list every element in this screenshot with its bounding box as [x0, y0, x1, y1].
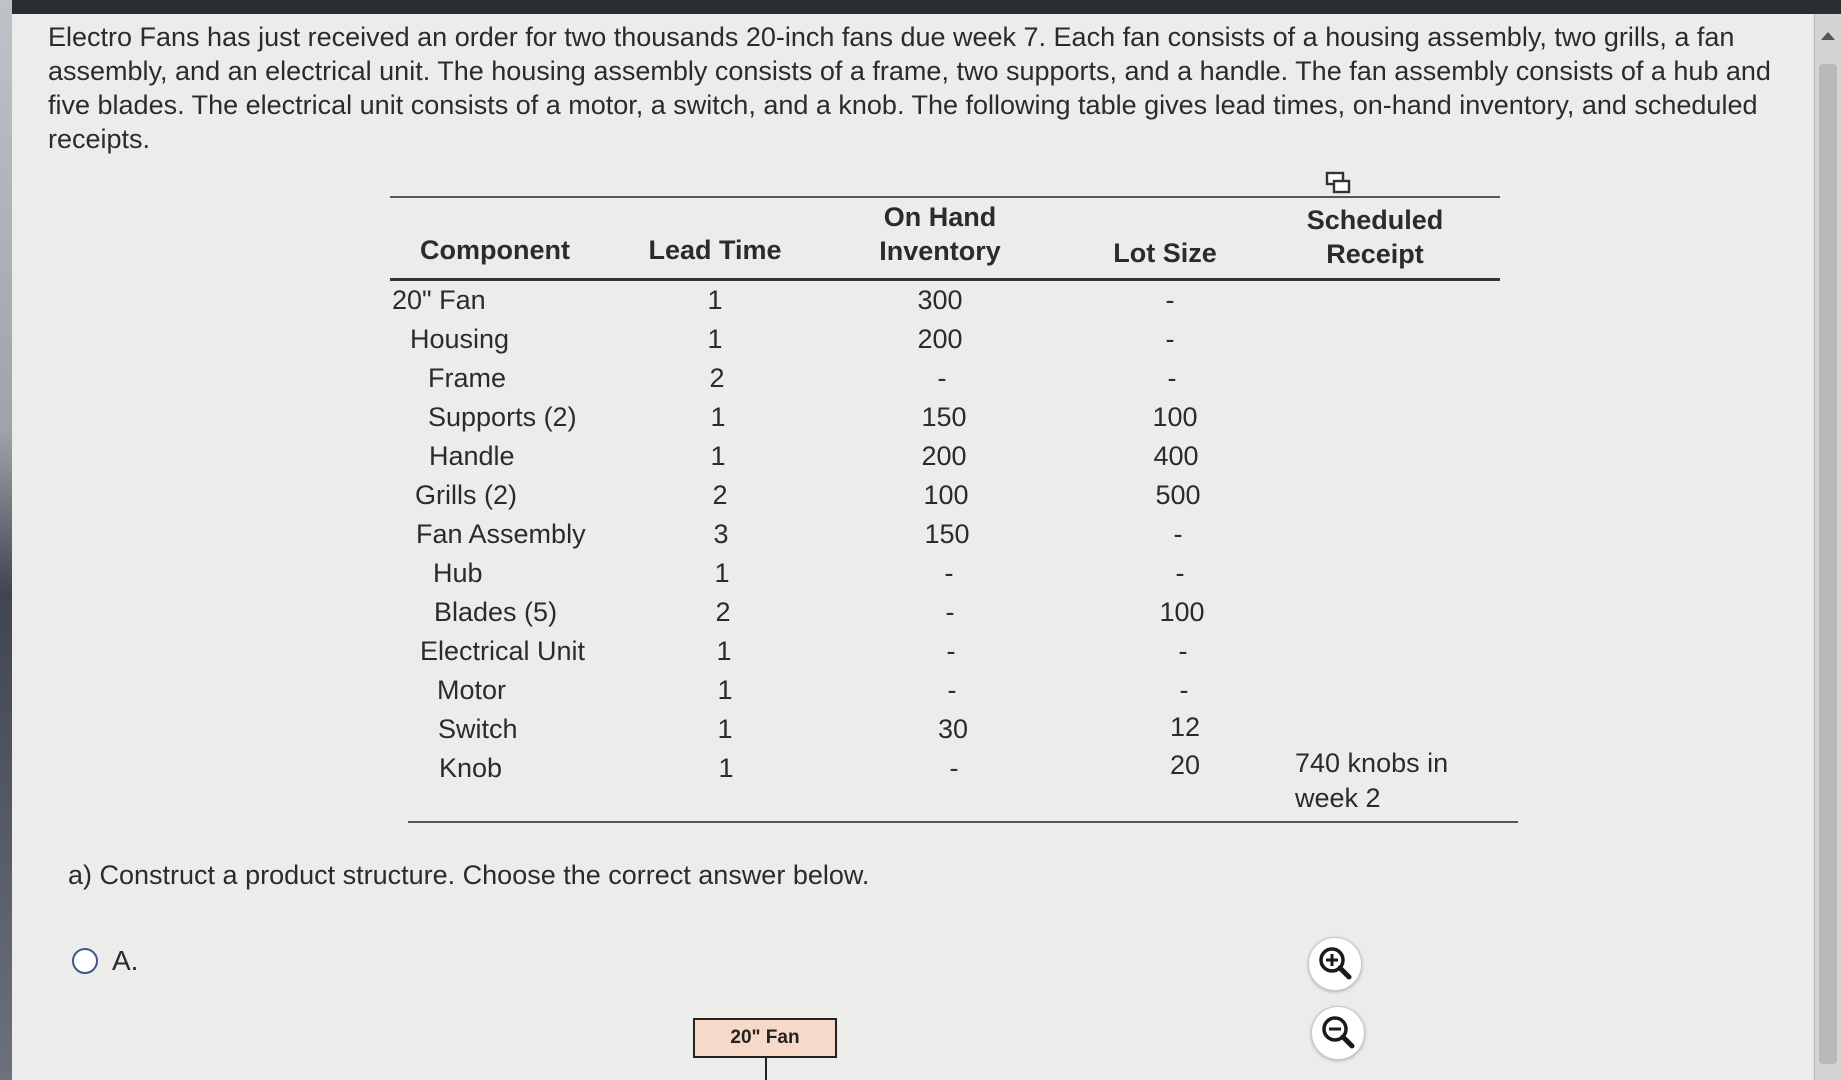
row-lead-time: 1 — [718, 753, 734, 783]
table-top-rule — [390, 196, 1500, 198]
row-scheduled: 740 knobs in — [1295, 748, 1449, 778]
row-lot-size: 100 — [1159, 597, 1205, 627]
row-component: Supports (2) — [428, 402, 577, 432]
row-component: Motor — [437, 675, 507, 705]
row-on-hand: 150 — [924, 519, 970, 549]
zoom-in-icon — [1309, 938, 1361, 990]
row-component: 20" Fan — [392, 285, 486, 315]
row-lead-time: 1 — [710, 402, 726, 432]
scroll-up-icon[interactable] — [1821, 32, 1835, 40]
row-component: Switch — [438, 714, 518, 744]
copy-icon[interactable] — [1325, 171, 1351, 195]
row-lot-size: - — [1167, 363, 1177, 393]
row-on-hand: 30 — [937, 714, 969, 744]
row-lead-time: 1 — [707, 285, 723, 315]
diagram-connector — [765, 1058, 767, 1080]
row-lot-size: 12 — [1169, 712, 1201, 742]
row-lot-size: - — [1165, 324, 1175, 354]
row-on-hand: - — [947, 675, 957, 705]
row-lot-size: - — [1175, 558, 1185, 588]
option-a-label: A. — [112, 945, 139, 976]
row-on-hand: - — [946, 636, 956, 666]
part-a-prompt: a) Construct a product structure. Choose the correct answer below. — [68, 860, 870, 890]
zoom-out-icon — [1312, 1007, 1364, 1059]
header-lot-size: Lot Size — [1113, 238, 1217, 268]
scrollbar-thumb[interactable] — [1819, 64, 1837, 1064]
table-bottom-rule — [408, 821, 1518, 823]
zoom-in-button[interactable] — [1308, 937, 1362, 991]
zoom-out-button[interactable] — [1311, 1006, 1365, 1060]
row-on-hand: 150 — [921, 402, 967, 432]
row-lot-size: - — [1173, 519, 1183, 549]
row-lead-time: 3 — [713, 519, 729, 549]
row-lead-time: 1 — [716, 636, 732, 666]
left-bezel — [0, 0, 12, 1080]
row-lot-size: 500 — [1155, 480, 1201, 510]
header-component: Component — [420, 235, 570, 265]
row-component: Knob — [439, 753, 503, 783]
row-scheduled-continued: week 2 — [1295, 783, 1381, 813]
row-lead-time: 1 — [714, 558, 730, 588]
row-lot-size: 100 — [1152, 402, 1198, 432]
row-on-hand: 200 — [921, 441, 967, 471]
row-component: Frame — [428, 363, 507, 393]
row-component: Handle — [429, 441, 515, 471]
answer-option-a[interactable] — [72, 945, 138, 977]
row-lead-time: 1 — [710, 441, 726, 471]
header-lead-time: Lead Time — [648, 235, 782, 265]
row-lot-size: - — [1178, 636, 1188, 666]
row-lot-size: 20 — [1169, 750, 1201, 780]
table-header-rule — [390, 278, 1500, 281]
row-on-hand: - — [937, 363, 947, 393]
row-lead-time: 1 — [717, 675, 733, 705]
row-component: Hub — [433, 558, 483, 588]
row-lead-time: 1 — [717, 714, 733, 744]
row-lead-time: 2 — [709, 363, 725, 393]
row-on-hand: 100 — [923, 480, 969, 510]
row-on-hand: - — [949, 753, 959, 783]
header-scheduled-line2: Receipt — [1326, 239, 1424, 269]
row-on-hand: - — [944, 558, 954, 588]
row-on-hand: 300 — [917, 285, 963, 315]
header-scheduled-line1: Scheduled — [1306, 205, 1444, 235]
row-lead-time: 2 — [712, 480, 728, 510]
row-lot-size: - — [1165, 285, 1175, 315]
row-on-hand: 200 — [917, 324, 963, 354]
row-lead-time: 1 — [707, 324, 723, 354]
header-on-hand-line2: Inventory — [879, 236, 1001, 266]
row-component: Fan Assembly — [416, 519, 586, 549]
row-component: Grills (2) — [415, 480, 517, 510]
row-component: Housing — [410, 324, 510, 354]
row-lot-size: 400 — [1153, 441, 1199, 471]
top-bezel — [0, 0, 1841, 14]
row-lot-size: - — [1179, 675, 1189, 705]
row-component: Electrical Unit — [420, 636, 586, 666]
diagram-root-node: 20" Fan — [693, 1018, 837, 1058]
header-on-hand-line1: On Hand — [883, 202, 997, 232]
row-on-hand: - — [945, 597, 955, 627]
vertical-scrollbar[interactable] — [1814, 14, 1841, 1080]
row-component: Blades (5) — [434, 597, 558, 627]
radio-icon[interactable] — [72, 948, 98, 974]
question-text: Electro Fans has just received an order for two thousands 20-inch fans due week 7. Each fan consists of a housing assembly, two grills, a fan assembly, and an electrical unit. The housing assembly consists of a frame, two supports, and a handle. The fan assembly consists of a hub and five blades. The electrical unit consists of a motor, a switch, and a knob. The following table gives lead times, on-hand inventory, and scheduled receipts. — [48, 22, 1771, 154]
row-lead-time: 2 — [715, 597, 731, 627]
